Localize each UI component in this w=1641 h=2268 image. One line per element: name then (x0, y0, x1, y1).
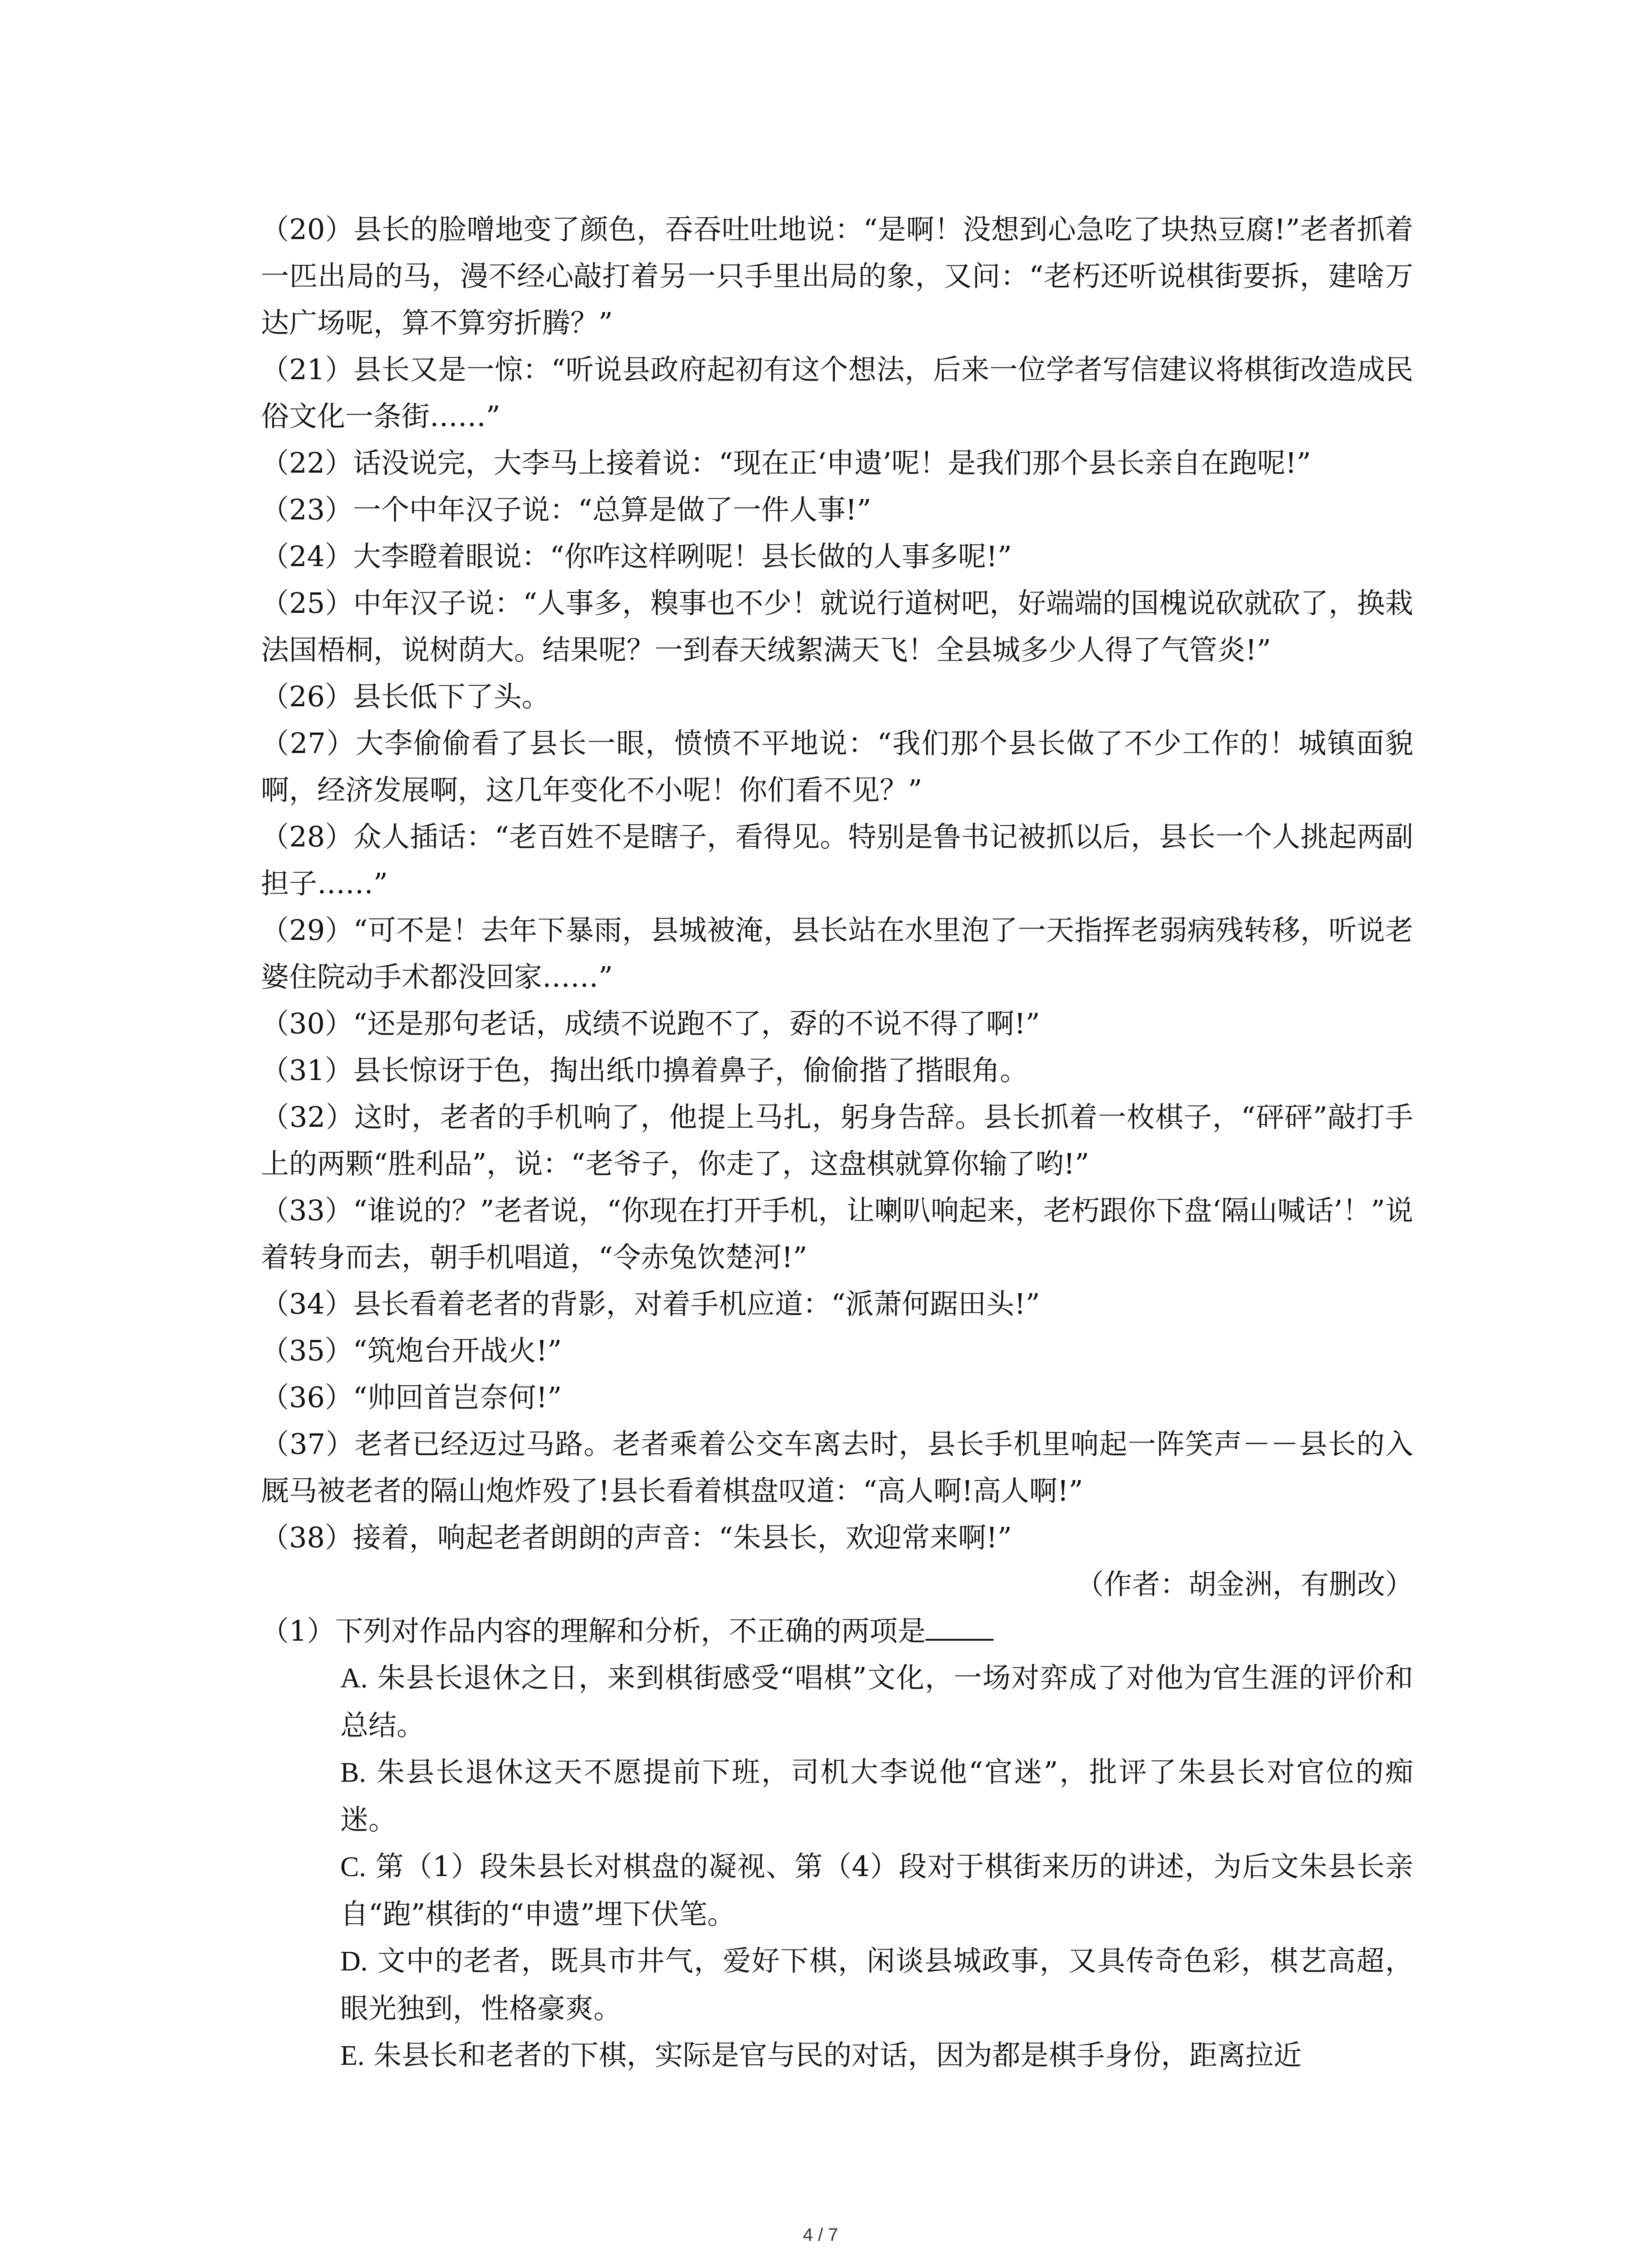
option-e (340, 2032, 1413, 2079)
option-letter: B. (340, 1757, 366, 1788)
option-a (340, 1654, 1413, 1749)
paragraph-24: （24）大李瞪着眼说：“你咋这样咧呢！县长做的人事多呢!” (261, 540, 1012, 573)
question-stem-text: （1）下列对作品内容的理解和分析，不正确的两项是 (261, 1614, 926, 1647)
paragraph-22: （22）话没说完，大李马上接着说：“现在正‘申遗’呢！是我们那个县长亲自在跑呢!” (261, 446, 1311, 479)
option-letter: D. (340, 1946, 368, 1977)
option-c (340, 1843, 1413, 1937)
option-b (340, 1749, 1413, 1843)
option-text: 朱县长退休这天不愿提前下班，司机大李说他“官迷”，批评了朱县长对官位的痴迷。 (340, 1755, 1413, 1836)
option-text: 第（1）段朱县长对棋盘的凝视、第（4）段对于棋街来历的讲述，为后文朱县长亲自“跑”棋街的“申遗”埋下伏笔。 (340, 1850, 1413, 1931)
option-d (340, 1937, 1413, 2032)
paragraph-23: （23）一个中年汉子说：“总算是做了一件人事!” (261, 493, 872, 526)
paragraph-25: （25）中年汉子说：“人事多，糗事也不少！就说行道树吧，好端端的国槐说砍就砍了，换栽法国梧桐，说树荫大。结果呢？一到春天绒絮满天飞！全县城多少人得了气管炎!” (261, 587, 1413, 666)
option-text: 文中的老者，既具市井气，爱好下棋，闲谈县城政事，又具传奇色彩，棋艺高超，眼光独到，性格豪爽。 (340, 1944, 1413, 2025)
paragraph-26: （26）县长低下了头。 (261, 680, 550, 713)
paragraph-33: （33）“谁说的？”老者说，“你现在打开手机，让喇叭响起来，老朽跟你下盘‘隔山喊话’！”说着转身而去，朝手机唱道，“令赤兔饮楚河!” (261, 1194, 1413, 1274)
paragraph-36: （36）“帅回首岂奈何!” (261, 1381, 562, 1414)
paragraph-21: （21）县长又是一惊：“听说县政府起初有这个想法，后来一位学者写信建议将棋街改造成民俗文化一条街……” (261, 353, 1413, 433)
paragraph-35: （35）“筑炮台开战火!” (261, 1334, 562, 1367)
paragraph-37: （37）老者已经迈过马路。老者乘着公交车离去时，县长手机里响起一阵笑声－－县长的入厩马被老者的隔山炮炸殁了!县长看着棋盘叹道：“高人啊!高人啊!” (261, 1427, 1413, 1507)
paragraph-32: （32）这时，老者的手机响了，他提上马扎，躬身告辞。县长抓着一枚棋子，“砰砰”敲打手上的两颗“胜利品”，说：“老爷子，你走了，这盘棋就算你输了哟!” (261, 1100, 1413, 1180)
paragraph-27: （27）大李偷偷看了县长一眼，愤愤不平地说：“我们那个县长做了不少工作的！城镇面貌啊，经济发展啊，这几年变化不小呢！你们看不见？” (261, 727, 1413, 807)
page-number: 4 / 7 (803, 2225, 838, 2245)
option-text: 朱县长退休之日，来到棋街感受“唱棋”文化，一场对弈成了对他为官生涯的评价和总结。 (340, 1661, 1413, 1742)
paragraph-29: （29）“可不是！去年下暴雨，县城被淹，县长站在水里泡了一天指挥老弱病残转移，听说老婆住院动手术都没回家……” (261, 914, 1413, 993)
option-letter: E. (340, 2040, 365, 2071)
paragraph-31: （31）县长惊讶于色，掏出纸巾擤着鼻子，偷偷揩了揩眼角。 (261, 1054, 1028, 1087)
author-credit: （作者：胡金洲，有删改） (1075, 1568, 1413, 1601)
document-body (261, 206, 1413, 2079)
paragraph-38: （38）接着，响起老者朗朗的声音：“朱县长，欢迎常来啊!” (261, 1521, 1012, 1554)
option-letter: A. (340, 1663, 368, 1694)
paragraph-20: （20）县长的脸噌地变了颜色，吞吞吐吐地说：“是啊！没想到心急吃了块热豆腐!”老者抓着一匹出局的马，漫不经心敲打着另一只手里出局的象，又问：“老朽还听说棋街要拆，建啥万达广场呢，算不算穷折腾？” (261, 213, 1413, 339)
option-letter: C. (340, 1852, 366, 1882)
paragraph-30: （30）“还是那句老话，成绩不说跑不了，孬的不说不得了啊!” (261, 1007, 1040, 1040)
paragraph-28: （28）众人插话：“老百姓不是瞎子，看得见。特别是鲁书记被抓以后，县长一个人挑起两副担子……” (261, 820, 1413, 900)
paragraph-34: （34）县长看着老者的背影，对着手机应道：“派萧何踞田头!” (261, 1287, 1040, 1320)
option-text: 朱县长和老者的下棋，实际是官与民的对话，因为都是棋手身份，距离拉近 (373, 2038, 1302, 2072)
question-stem (261, 1608, 1413, 1654)
answer-blank[interactable] (926, 1613, 994, 1641)
